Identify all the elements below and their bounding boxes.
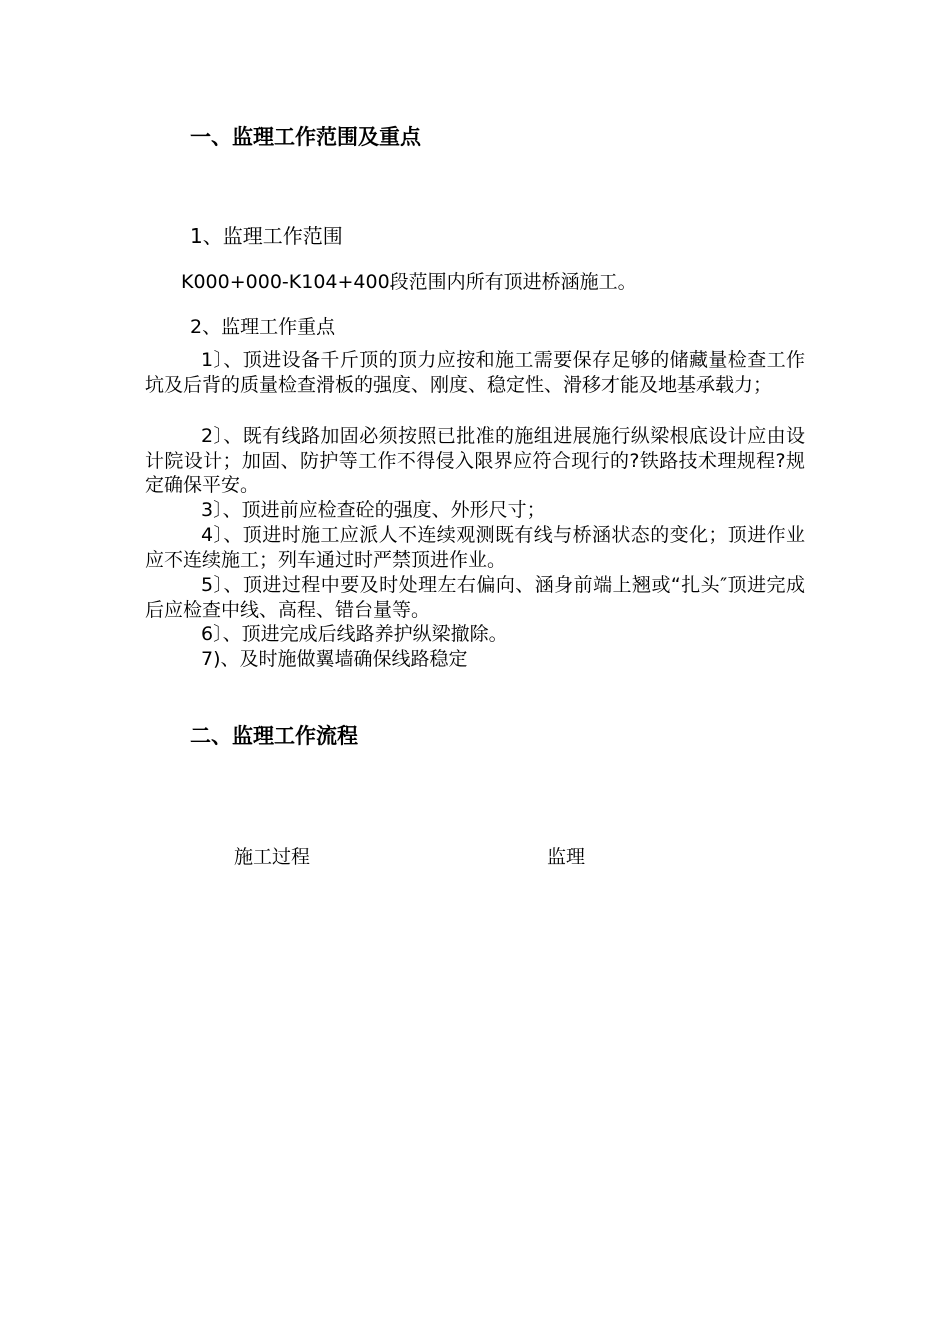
section2-heading: 二、监理工作流程 bbox=[190, 724, 358, 748]
focus-item-3: 3〕、顶进前应检查砼的强度、外形尺寸； bbox=[201, 499, 546, 521]
focus-item-2: 2〕、既有线路加固必须按照已批准的施组进展施行纵梁根底设计应由设计院设计；加固、防护等工作不得侵入限界应符合现行的?铁路技术理规程?规定确保平安。 bbox=[145, 425, 805, 496]
scope-text: K000+000-K104+400段范围内所有顶进桥涵施工。 bbox=[181, 271, 637, 293]
focus-heading: 2、监理工作重点 bbox=[190, 316, 336, 338]
flow-construction-label: 施工过程 bbox=[234, 846, 311, 868]
focus-item-1: 1〕、顶进设备千斤顶的顶力应按和施工需要保存足够的储藏量检查工作坑及后背的质量检查滑板的强度、刚度、稳定性、滑移才能及地基承载力； bbox=[145, 349, 805, 396]
scope-heading: 1、监理工作范围 bbox=[190, 224, 343, 248]
focus-item-6: 6〕、顶进完成后线路养护纵梁撤除。 bbox=[201, 623, 508, 645]
focus-item-7: 7)、及时施做翼墙确保线路稳定 bbox=[201, 648, 468, 670]
focus-item-4: 4〕、顶进时施工应派人不连续观测既有线与桥涵状态的变化；顶进作业应不连续施工；列车通过时严禁顶进作业。 bbox=[145, 524, 805, 571]
section1-heading: 一、监理工作范围及重点 bbox=[190, 125, 421, 149]
flow-supervision-label: 监理 bbox=[547, 846, 586, 868]
focus-item-5: 5〕、顶进过程中要及时处理左右偏向、涵身前端上翘或“扎头″顶进完成后应检查中线、高程、错台量等。 bbox=[145, 574, 805, 621]
